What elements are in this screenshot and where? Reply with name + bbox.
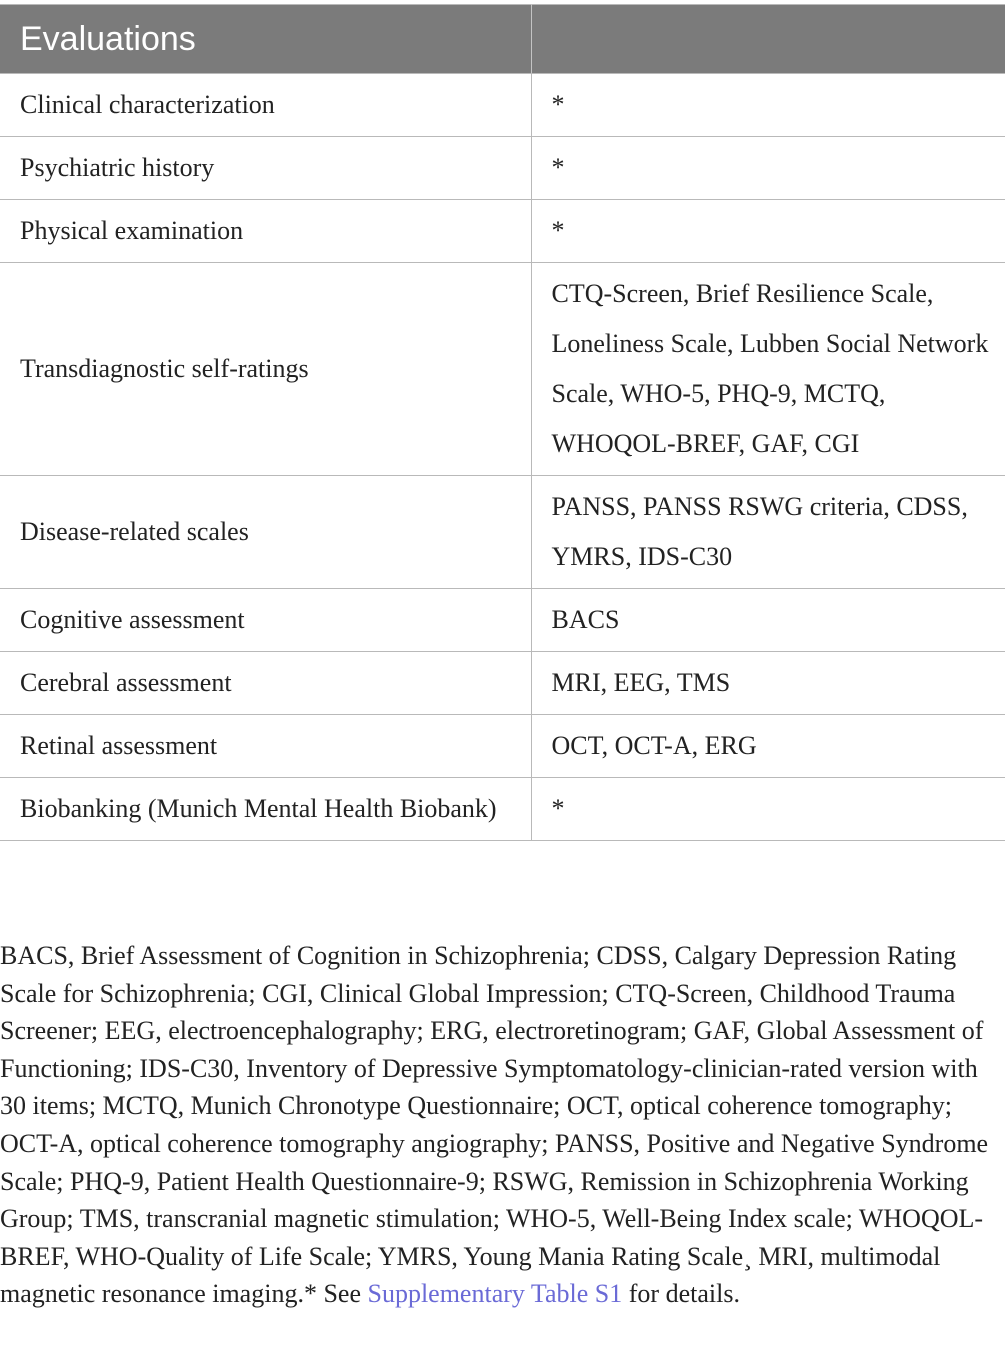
- row-label: Cognitive assessment: [0, 589, 531, 652]
- row-value: MRI, EEG, TMS: [531, 652, 1005, 715]
- row-value: OCT, OCT-A, ERG: [531, 715, 1005, 778]
- table-row: [0, 476, 1005, 589]
- row-value: *: [531, 137, 1005, 200]
- row-label: Physical examination: [0, 200, 531, 263]
- row-label: Retinal assessment: [0, 715, 531, 778]
- table-footnote: [0, 937, 1000, 1313]
- row-value: BACS: [531, 589, 1005, 652]
- column-header-empty: [531, 5, 1005, 74]
- table-row: [0, 589, 1005, 652]
- table-header-row: [0, 5, 1005, 74]
- evaluations-table: [0, 4, 1005, 841]
- row-value: PANSS, PANSS RSWG criteria, CDSS, YMRS, IDS-C30: [531, 476, 1005, 589]
- row-label: Clinical characterization: [0, 74, 531, 137]
- row-label: Psychiatric history: [0, 137, 531, 200]
- row-label: Biobanking (Munich Mental Health Biobank): [0, 778, 531, 841]
- table-row: [0, 715, 1005, 778]
- row-value: *: [531, 74, 1005, 137]
- table-row: [0, 778, 1005, 841]
- footnote-tail: for details.: [622, 1279, 740, 1309]
- supplementary-table-link[interactable]: Supplementary Table S1: [367, 1279, 623, 1309]
- table-row: [0, 263, 1005, 476]
- table-row: [0, 652, 1005, 715]
- row-label: Transdiagnostic self-ratings: [0, 263, 531, 476]
- row-value: CTQ-Screen, Brief Resilience Scale, Loneliness Scale, Lubben Social Network Scale, WHO-5, PHQ-9, MCTQ, WHOQOL-BREF, GAF, CGI: [531, 263, 1005, 476]
- row-label: Cerebral assessment: [0, 652, 531, 715]
- table-row: [0, 200, 1005, 263]
- footnote-text: BACS, Brief Assessment of Cognition in Schizophrenia; CDSS, Calgary Depression Rating Scale for Schizophrenia; CGI, Clinical Global Impression; CTQ-Screen, Childhood Trauma Screener; EEG, electroencephalography; ERG, electroretinogram; GAF, Global Assessment of Functioning; IDS-C30, Inventory of Depressive Symptomatology-clinician-rated version with 30 items; MCTQ, Munich Chronotype Questionnaire; OCT, optical coherence tomography; OCT-A, optical coherence tomography angiography; PANSS, Positive and Negative Syndrome Scale; PHQ-9, Patient Health Questionnaire-9; RSWG, Remission in Schizophrenia Working Group; TMS, transcranial magnetic stimulation; WHO-5, Well-Being Index scale; WHOQOL-BREF, WHO-Quality of Life Scale; YMRS, Young Mania Rating Scale¸ MRI, multimodal magnetic resonance imaging.* See: [0, 941, 989, 1309]
- table-row: [0, 74, 1005, 137]
- row-label: Disease-related scales: [0, 476, 531, 589]
- table-row: [0, 137, 1005, 200]
- row-value: *: [531, 200, 1005, 263]
- row-value: *: [531, 778, 1005, 841]
- column-header-evaluations: Evaluations: [0, 5, 531, 74]
